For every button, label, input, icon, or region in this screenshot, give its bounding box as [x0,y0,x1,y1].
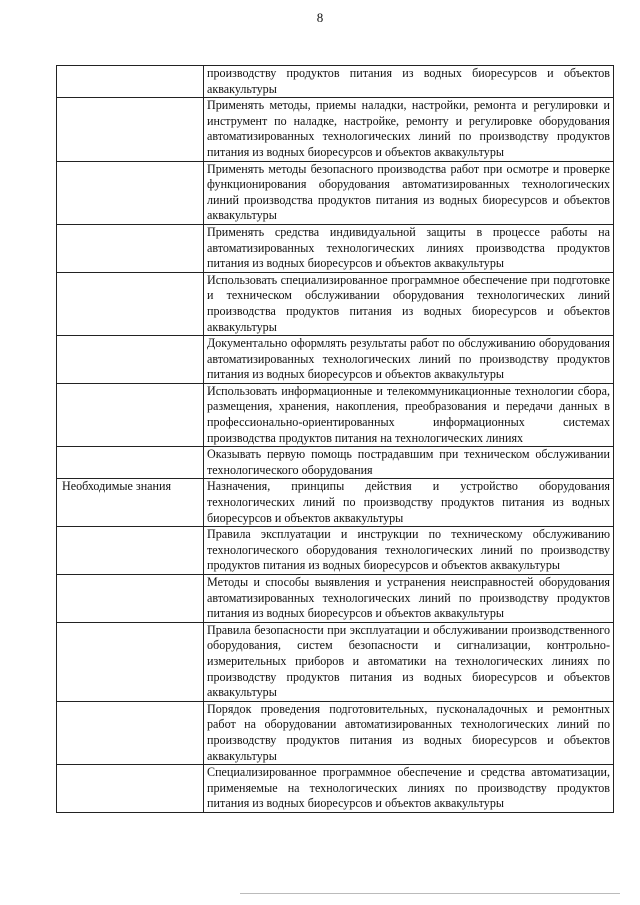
row-label [57,447,204,479]
row-text: Применять методы, приемы наладки, настройки, ремонта и регулировки и инструмент по наладке, настройке, ремонту и регулировке оборудования автоматизированных технологических линий по производству продуктов питания из водных биоресурсов и объектов аквакультуры [204,98,614,161]
table-row [57,765,614,813]
row-label [57,765,204,813]
row-label [57,336,204,384]
row-label [57,383,204,446]
row-label [57,98,204,161]
row-text: Применять методы безопасного производства работ при осмотре и проверке функционирования оборудования автоматизированных технологических линий производства продуктов питания из водных биоресурсов и объектов аквакультуры [204,161,614,224]
page-number: 8 [316,10,324,25]
row-label [57,161,204,224]
row-text: Специализированное программное обеспечение и средства автоматизации, применяемые на технологических линиях по производству продуктов питания из водных биоресурсов и объектов аквакультуры [204,765,614,813]
section-label-knowledge: Необходимые знания [57,479,204,527]
table-row [57,575,614,623]
table-row [57,447,614,479]
table-row [57,272,614,335]
table-row [57,66,614,98]
table-row [57,479,614,527]
row-label [57,224,204,272]
table-row [57,701,614,764]
row-text: Использовать специализированное программное обеспечение при подготовке и техническом обслуживании оборудования технологических линий производства продуктов питания из водных биоресурсов и объектов аквакультуры [204,272,614,335]
row-text: Использовать информационные и телекоммуникационные технологии сбора, размещения, хранения, накопления, преобразования и передачи данных в профессионально-ориентированных информационных системах производства продуктов питания на технологических линиях [204,383,614,446]
row-text: Порядок проведения подготовительных, пусконаладочных и ремонтных работ на оборудовании автоматизированных технологических линий по производству продуктов питания из водных биоресурсов и объектов аквакультуры [204,701,614,764]
row-text: производству продуктов питания из водных биоресурсов и объектов аквакультуры [204,66,614,98]
table-row [57,224,614,272]
row-text: Применять средства индивидуальной защиты в процессе работы на автоматизированных технологических линиях производства продуктов питания из водных биоресурсов и объектов аквакультуры [204,224,614,272]
row-label [57,272,204,335]
table-row [57,527,614,575]
row-text: Правила эксплуатации и инструкции по техническому обслуживанию технологического оборудования технологических линий по производству продуктов питания из водных биоресурсов и объектов аквакультуры [204,527,614,575]
row-text: Методы и способы выявления и устранения неисправностей оборудования автоматизированных технологических линий по производству продуктов питания из водных биоресурсов и объектов аквакультуры [204,575,614,623]
table-row [57,622,614,701]
row-text: Правила безопасности при эксплуатации и обслуживании производственного оборудования, систем безопасности и сигнализации, контрольно-измерительных приборов и автоматики на технологических линиях по производству продуктов питания из водных биоресурсов и объектов аквакультуры [204,622,614,701]
row-label [57,575,204,623]
table-row [57,161,614,224]
row-text: Документально оформлять результаты работ по обслуживанию оборудования автоматизированных технологических линий по производству продуктов питания из водных биоресурсов и объектов аквакультуры [204,336,614,384]
row-label [57,701,204,764]
requirements-table [56,65,614,813]
row-text: Назначения, принципы действия и устройство оборудования технологических линий по производству продуктов питания из водных биоресурсов и объектов аквакультуры [204,479,614,527]
scan-edge-line [240,893,620,894]
row-label [57,66,204,98]
row-text: Оказывать первую помощь пострадавшим при техническом обслуживании технологического оборудования [204,447,614,479]
table-row [57,336,614,384]
table-row [57,98,614,161]
table-row [57,383,614,446]
row-label [57,527,204,575]
row-label [57,622,204,701]
